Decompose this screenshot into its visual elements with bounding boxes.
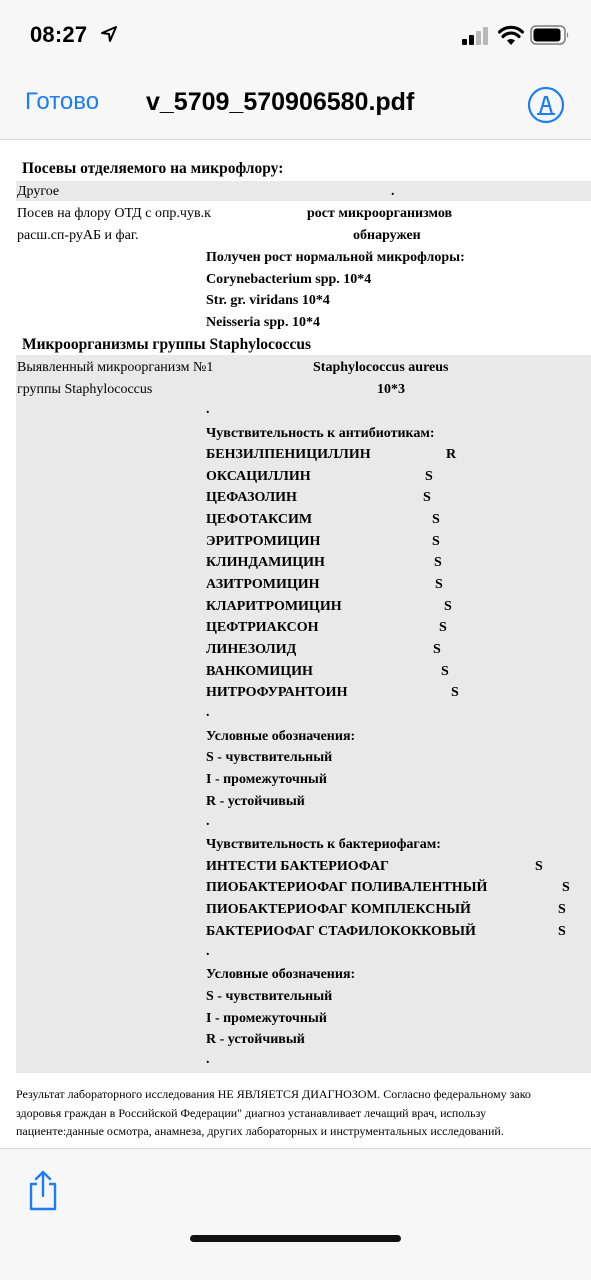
phage-result: S [535, 859, 543, 874]
legend-title: Условные обозначения: [206, 729, 356, 744]
antibiotic-name: ЦЕФТРИАКСОН [206, 620, 319, 635]
organism-name: Staphylococcus aureus [313, 360, 449, 375]
antibiotic-result: S [434, 555, 442, 570]
separator-dot: . [206, 1052, 210, 1067]
phage-result: S [558, 924, 566, 939]
phage-name: ПИОБАКТЕРИОФАГ ПОЛИВАЛЕНТНЫЙ [206, 880, 488, 895]
status-time: 08:27 [30, 22, 88, 47]
status-bar [0, 0, 591, 70]
normal-flora-item: Neisseria spp. 10*4 [206, 315, 320, 330]
section-title-cultures: Посевы отделяемого на микрофлору: [22, 160, 284, 177]
phage-result: S [562, 880, 570, 895]
antibiotic-result: S [425, 469, 433, 484]
antibiotic-result: S [433, 642, 441, 657]
phages-title: Чувствительность к бактериофагам: [206, 837, 441, 852]
found-label-line-2: группы Staphylococcus [17, 382, 153, 397]
legend-item: R - устойчивый [206, 1032, 305, 1047]
legend-item: I - промежуточный [206, 772, 327, 787]
markup-pen-icon[interactable] [527, 86, 565, 124]
normal-flora-item: Corynebacterium spp. 10*4 [206, 272, 372, 287]
antibiotic-result: S [451, 685, 459, 700]
result-line-2: обнаружен [353, 228, 421, 243]
pdf-document[interactable] [0, 141, 591, 1148]
antibiotic-name: БЕНЗИЛПЕНИЦИЛЛИН [206, 447, 371, 462]
disclaimer-line: Результат лабораторного исследования НЕ ЯВЛЯЕТСЯ ДИАГНОЗОМ. Согласно федеральному зако [16, 1087, 531, 1101]
result-line-1: рост микроорганизмов [307, 206, 453, 221]
phage-name: БАКТЕРИОФАГ СТАФИЛОКОККОВЫЙ [206, 924, 476, 939]
antibiotic-result: S [441, 664, 449, 679]
legend-item: S - чувствительный [206, 989, 333, 1004]
antibiotic-result: S [432, 534, 440, 549]
bottom-toolbar [0, 1148, 591, 1280]
antibiotic-name: ВАНКОМИЦИН [206, 664, 313, 679]
document-title: v_5709_570906580.pdf [146, 88, 415, 116]
antibiotic-result: R [446, 447, 457, 462]
other-value: . [391, 184, 395, 199]
antibiotic-name: КЛАРИТРОМИЦИН [206, 599, 342, 614]
separator-dot: . [206, 402, 210, 417]
antibiotic-name: ЦЕФОТАКСИМ [206, 512, 313, 527]
wifi-icon [498, 24, 524, 46]
share-icon[interactable] [26, 1169, 60, 1213]
organism-count: 10*3 [377, 382, 405, 397]
legend-item: I - промежуточный [206, 1011, 327, 1026]
normal-flora-title: Получен рост нормальной микрофлоры: [206, 250, 465, 265]
normal-flora-item: Str. gr. viridans 10*4 [206, 293, 330, 308]
section-title-staphylococcus: Микроорганизмы группы Staphylococcus [22, 336, 312, 353]
navigation-bar [0, 70, 591, 140]
test-name-line-2: расш.сп-руАБ и фаг. [17, 228, 139, 243]
done-button[interactable]: Готово [25, 88, 100, 115]
separator-dot: . [206, 705, 210, 720]
antibiotic-name: ЦЕФАЗОЛИН [206, 490, 297, 505]
antibiotic-result: S [432, 512, 440, 527]
antibiotic-result: S [423, 490, 431, 505]
test-name-line-1: Посев на флору ОТД с опр.чув.к [17, 206, 211, 221]
cellular-signal-icon [462, 27, 490, 45]
legend-item: R - устойчивый [206, 794, 305, 809]
antibiotic-name: КЛИНДАМИЦИН [206, 555, 325, 570]
antibiotic-name: АЗИТРОМИЦИН [206, 577, 320, 592]
row-shade-other [16, 181, 591, 201]
found-label-line-1: Выявленный микроорганизм №1 [17, 360, 214, 375]
antibiotics-title: Чувствительность к антибиотикам: [206, 426, 435, 441]
phage-name: ИНТЕСТИ БАКТЕРИОФАГ [206, 859, 389, 874]
phage-name: ПИОБАКТЕРИОФАГ КОМПЛЕКСНЫЙ [206, 902, 471, 917]
phage-result: S [558, 902, 566, 917]
antibiotic-result: S [435, 577, 443, 592]
antibiotic-result: S [444, 599, 452, 614]
antibiotic-name: ЭРИТРОМИЦИН [206, 534, 321, 549]
antibiotic-name: ЛИНЕЗОЛИД [206, 642, 297, 657]
antibiotic-name: ОКСАЦИЛЛИН [206, 469, 311, 484]
antibiotic-name: НИТРОФУРАНТОИН [206, 685, 348, 700]
location-arrow-icon [100, 25, 118, 43]
separator-dot: . [206, 814, 210, 829]
battery-icon [530, 25, 570, 45]
disclaimer-line: здоровья граждан в Российской Федерации" диагноз устанавливает лечащий врач, использу [16, 1106, 487, 1120]
legend-item: S - чувствительный [206, 750, 333, 765]
home-indicator[interactable] [190, 1235, 401, 1242]
other-label: Другое [17, 184, 60, 199]
antibiotic-result: S [439, 620, 447, 635]
separator-dot: . [206, 944, 210, 959]
legend-title: Условные обозначения: [206, 967, 356, 982]
disclaimer-line: пациенте:данные осмотра, анамнеза, других лабораторных и инструментальных исследований. [16, 1124, 504, 1138]
